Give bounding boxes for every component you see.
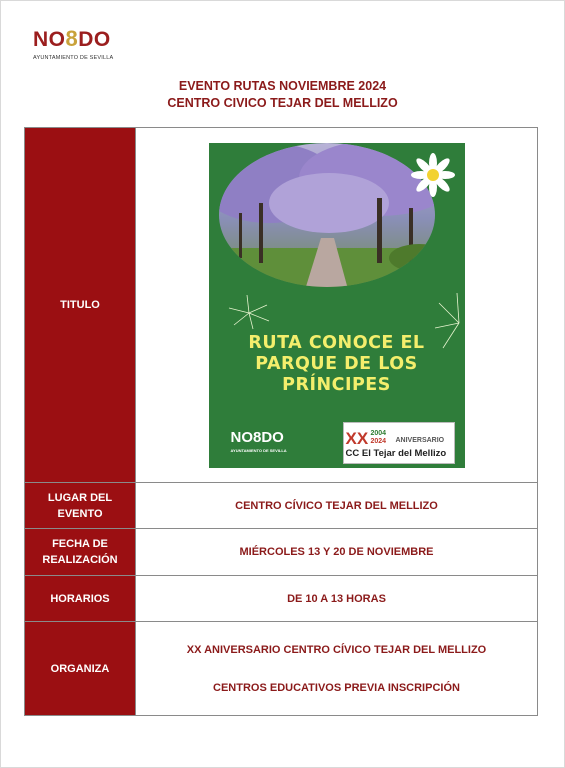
anniversary-xx: XX xyxy=(345,428,369,448)
poster-title xyxy=(209,333,465,396)
titulo-label: TITULO xyxy=(25,128,136,483)
table-row-titulo xyxy=(25,128,538,483)
table-row-horarios xyxy=(25,576,538,622)
header-line2: CENTRO CIVICO TEJAR DEL MELLIZO xyxy=(167,96,398,110)
anniversary-year2: 2024 xyxy=(370,437,387,445)
header-line1: EVENTO RUTAS NOVIEMBRE 2024 xyxy=(178,79,387,93)
poster-logo: NO8DO xyxy=(230,428,284,446)
anniversary-center-name: CC El Tejar del Mellizo xyxy=(345,447,447,459)
sparkle-left-icon xyxy=(229,295,269,329)
logo-wordmark xyxy=(33,28,113,51)
poster-title-line2: PARQUE DE LOS xyxy=(255,353,418,374)
daisy-icon xyxy=(411,153,455,197)
logo-text-part2: DO xyxy=(78,28,111,51)
lugar-label: LUGAR DEL EVENTO xyxy=(25,483,136,529)
logo-subtitle: AYUNTAMIENTO DE SEVILLA xyxy=(33,55,114,61)
lugar-value: CENTRO CÍVICO TEJAR DEL MELLIZO xyxy=(136,483,538,529)
horarios-label: HORARIOS xyxy=(25,576,136,622)
poster-logo-subtitle: AYUNTAMIENTO DE SEVILLA xyxy=(230,447,287,453)
table-row-lugar xyxy=(25,483,538,529)
event-poster xyxy=(209,143,465,468)
organiza-value xyxy=(136,622,538,716)
logo xyxy=(33,28,113,61)
poster-title-line1: RUTA CONOCE EL xyxy=(248,332,425,353)
logo-text-part1: NO xyxy=(33,28,66,51)
event-info-table xyxy=(24,127,538,716)
organiza-label: ORGANIZA xyxy=(25,622,136,716)
table-row-organiza xyxy=(25,622,538,716)
anniversary-badge xyxy=(343,422,455,464)
organiza-line1: XX ANIVERSARIO CENTRO CÍVICO TEJAR DEL MELLIZO xyxy=(186,643,487,656)
anniversary-year1: 2004 xyxy=(370,429,387,437)
anniversary-word: ANIVERSARIO xyxy=(395,436,445,444)
titulo-value xyxy=(136,128,538,483)
fecha-label: FECHA DE REALIZACIÓN xyxy=(25,529,136,576)
horarios-value: DE 10 A 13 HORAS xyxy=(136,576,538,622)
fecha-value: MIÉRCOLES 13 Y 20 DE NOVIEMBRE xyxy=(136,529,538,576)
poster-artwork xyxy=(209,143,465,468)
organiza-line2: CENTROS EDUCATIVOS PREVIA INSCRIPCIÓN xyxy=(213,681,460,694)
table-row-fecha xyxy=(25,529,538,576)
anniversary-years xyxy=(371,430,387,446)
logo-eight-icon: 8 xyxy=(65,26,79,51)
poster-title-line3: PRÍNCIPES xyxy=(282,374,391,395)
